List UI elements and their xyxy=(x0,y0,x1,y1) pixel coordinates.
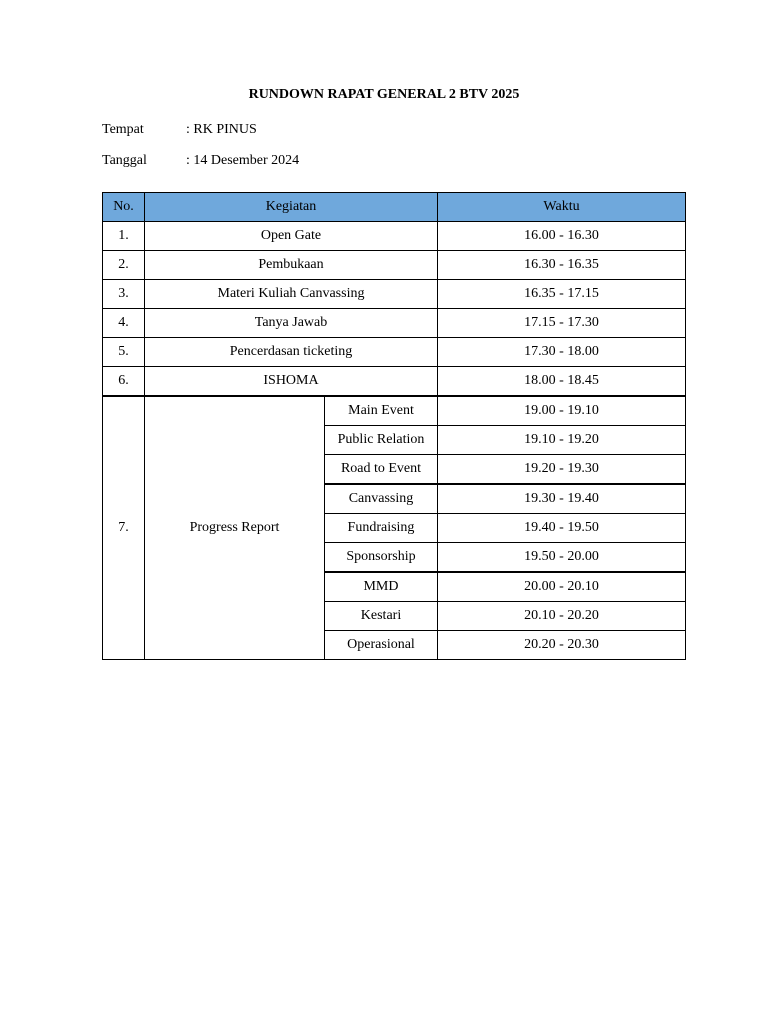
progress-item-name: Fundraising xyxy=(325,514,438,543)
row-kegiatan: Progress Report xyxy=(145,396,325,660)
row-waktu: 19.30 - 19.40 xyxy=(438,484,686,514)
row-kegiatan: Materi Kuliah Canvassing xyxy=(145,280,438,309)
row-kegiatan: Pencerdasan ticketing xyxy=(145,338,438,367)
row-kegiatan: ISHOMA xyxy=(145,367,438,397)
meta-value: : 14 Desember 2024 xyxy=(186,153,300,168)
header-waktu: Waktu xyxy=(438,193,686,222)
meta-row-tempat xyxy=(102,122,257,138)
row-waktu: 19.40 - 19.50 xyxy=(438,514,686,543)
row-waktu: 18.00 - 18.45 xyxy=(438,367,686,397)
progress-row xyxy=(103,396,686,426)
progress-item-name: MMD xyxy=(325,572,438,602)
row-kegiatan: Pembukaan xyxy=(145,251,438,280)
row-no: 4. xyxy=(103,309,145,338)
header-kegiatan: Kegiatan xyxy=(145,193,438,222)
row-waktu: 19.00 - 19.10 xyxy=(438,396,686,426)
progress-item-name: Sponsorship xyxy=(325,543,438,573)
row-no: 6. xyxy=(103,367,145,397)
row-kegiatan: Tanya Jawab xyxy=(145,309,438,338)
row-waktu: 19.50 - 20.00 xyxy=(438,543,686,573)
row-waktu: 20.00 - 20.10 xyxy=(438,572,686,602)
row-no: 5. xyxy=(103,338,145,367)
table-row xyxy=(103,280,686,309)
rundown-table xyxy=(102,192,686,660)
row-waktu: 19.10 - 19.20 xyxy=(438,426,686,455)
progress-item-name: Road to Event xyxy=(325,455,438,485)
table-header-row xyxy=(103,193,686,222)
row-no: 1. xyxy=(103,222,145,251)
table-row xyxy=(103,309,686,338)
header-no: No. xyxy=(103,193,145,222)
meta-label: Tanggal xyxy=(102,153,147,168)
table-row xyxy=(103,338,686,367)
row-no: 7. xyxy=(103,396,145,660)
row-waktu: 19.20 - 19.30 xyxy=(438,455,686,485)
row-no: 2. xyxy=(103,251,145,280)
row-waktu: 17.15 - 17.30 xyxy=(438,309,686,338)
table-body xyxy=(103,222,686,660)
table-row xyxy=(103,367,686,397)
meta-value: : RK PINUS xyxy=(186,122,257,137)
row-waktu: 17.30 - 18.00 xyxy=(438,338,686,367)
document-title: RUNDOWN RAPAT GENERAL 2 BTV 2025 xyxy=(248,87,520,102)
row-waktu: 20.20 - 20.30 xyxy=(438,631,686,660)
progress-item-name: Canvassing xyxy=(325,484,438,514)
table-row xyxy=(103,222,686,251)
table-row xyxy=(103,251,686,280)
row-waktu: 20.10 - 20.20 xyxy=(438,602,686,631)
row-waktu: 16.30 - 16.35 xyxy=(438,251,686,280)
meta-label: Tempat xyxy=(102,122,144,137)
progress-item-name: Main Event xyxy=(325,396,438,426)
progress-item-name: Operasional xyxy=(325,631,438,660)
meta-row-tanggal xyxy=(102,153,299,169)
row-kegiatan: Open Gate xyxy=(145,222,438,251)
row-waktu: 16.00 - 16.30 xyxy=(438,222,686,251)
row-waktu: 16.35 - 17.15 xyxy=(438,280,686,309)
row-no: 3. xyxy=(103,280,145,309)
progress-item-name: Public Relation xyxy=(325,426,438,455)
progress-item-name: Kestari xyxy=(325,602,438,631)
